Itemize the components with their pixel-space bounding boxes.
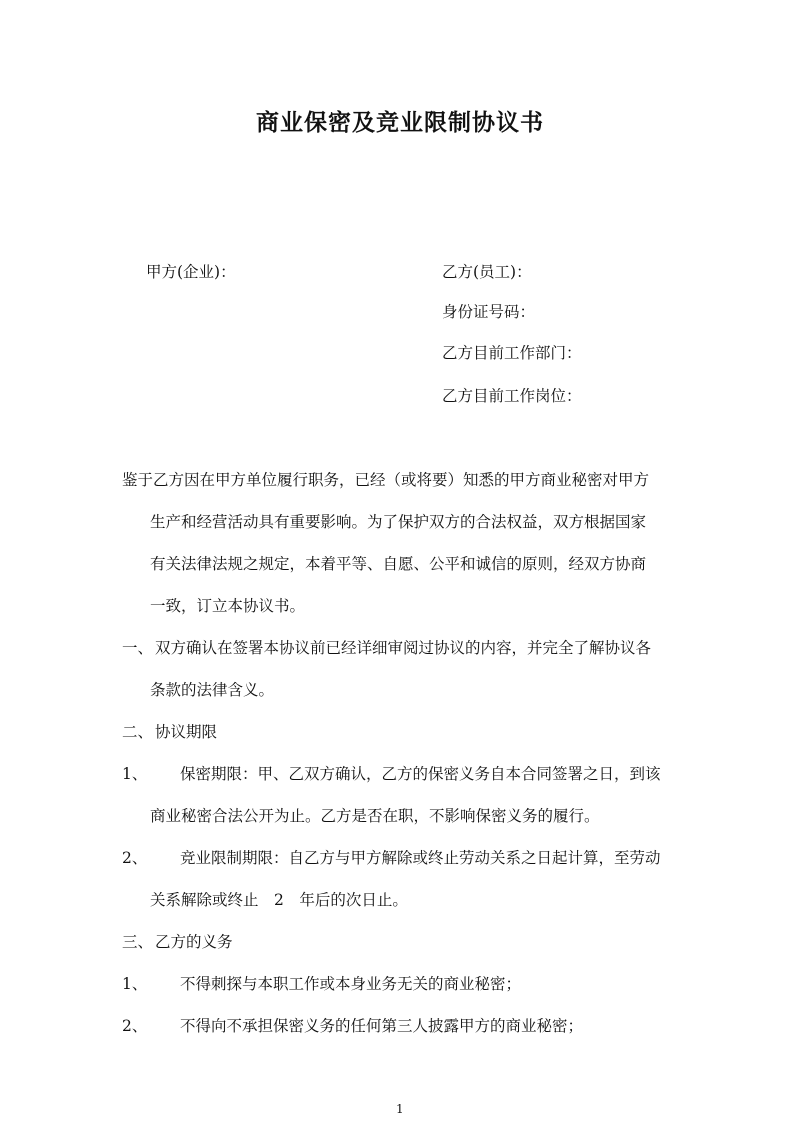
document-title: 商业保密及竞业限制协议书 [256, 109, 544, 136]
party-b-id-label: 身份证号码： [442, 303, 536, 321]
party-b-label: 乙方(员工)： [442, 263, 532, 281]
preamble-line: 一致，订立本协议书。 [150, 597, 306, 615]
preamble-line: 鉴于乙方因在甲方单位履行职务，已经（或将要）知悉的甲方商业秘密对甲方 [122, 471, 650, 489]
section-number: 一、 [122, 639, 154, 657]
preamble-line: 有关法律法规之规定，本着平等、自愿、公平和诚信的原则，经双方协商 [150, 555, 647, 573]
section-2-item-line: 竞业限制期限：自乙方与甲方解除或终止劳动关系之日起计算，至劳动 [180, 849, 661, 867]
section-1-line: 双方确认在签署本协议前已经详细审阅过协议的内容，并完全了解协议各 [155, 639, 652, 657]
section-2-item-line: 关系解除或终止 2 年后的次日止。 [150, 891, 408, 909]
section-3-heading: 乙方的义务 [155, 933, 233, 951]
section-2-item-line: 保密期限：甲、乙双方确认，乙方的保密义务自本合同签署之日，到该 [180, 765, 661, 783]
section-2-heading: 协议期限 [155, 723, 218, 741]
item-number: 2、 [122, 849, 148, 867]
party-a-label: 甲方(企业)： [146, 263, 236, 281]
section-3-item-text: 不得向不承担保密义务的任何第三人披露甲方的商业秘密； [180, 1017, 584, 1035]
item-number: 2、 [122, 1017, 148, 1035]
item-number: 1、 [122, 975, 148, 993]
section-3-item-text: 不得刺探与本职工作或本身业务无关的商业秘密； [180, 975, 522, 993]
section-1-line: 条款的法律含义。 [150, 681, 275, 699]
section-number: 三、 [122, 933, 154, 951]
section-number: 二、 [122, 723, 154, 741]
party-b-dept-label: 乙方目前工作部门： [442, 344, 582, 362]
preamble-line: 生产和经营活动具有重要影响。为了保护双方的合法权益，双方根据国家 [150, 513, 647, 531]
party-b-post-label: 乙方目前工作岗位： [442, 387, 582, 405]
item-number: 1、 [122, 765, 148, 783]
page-number: 1 [396, 1102, 404, 1116]
section-2-item-line: 商业秘密合法公开为止。乙方是否在职，不影响保密义务的履行。 [150, 807, 600, 825]
